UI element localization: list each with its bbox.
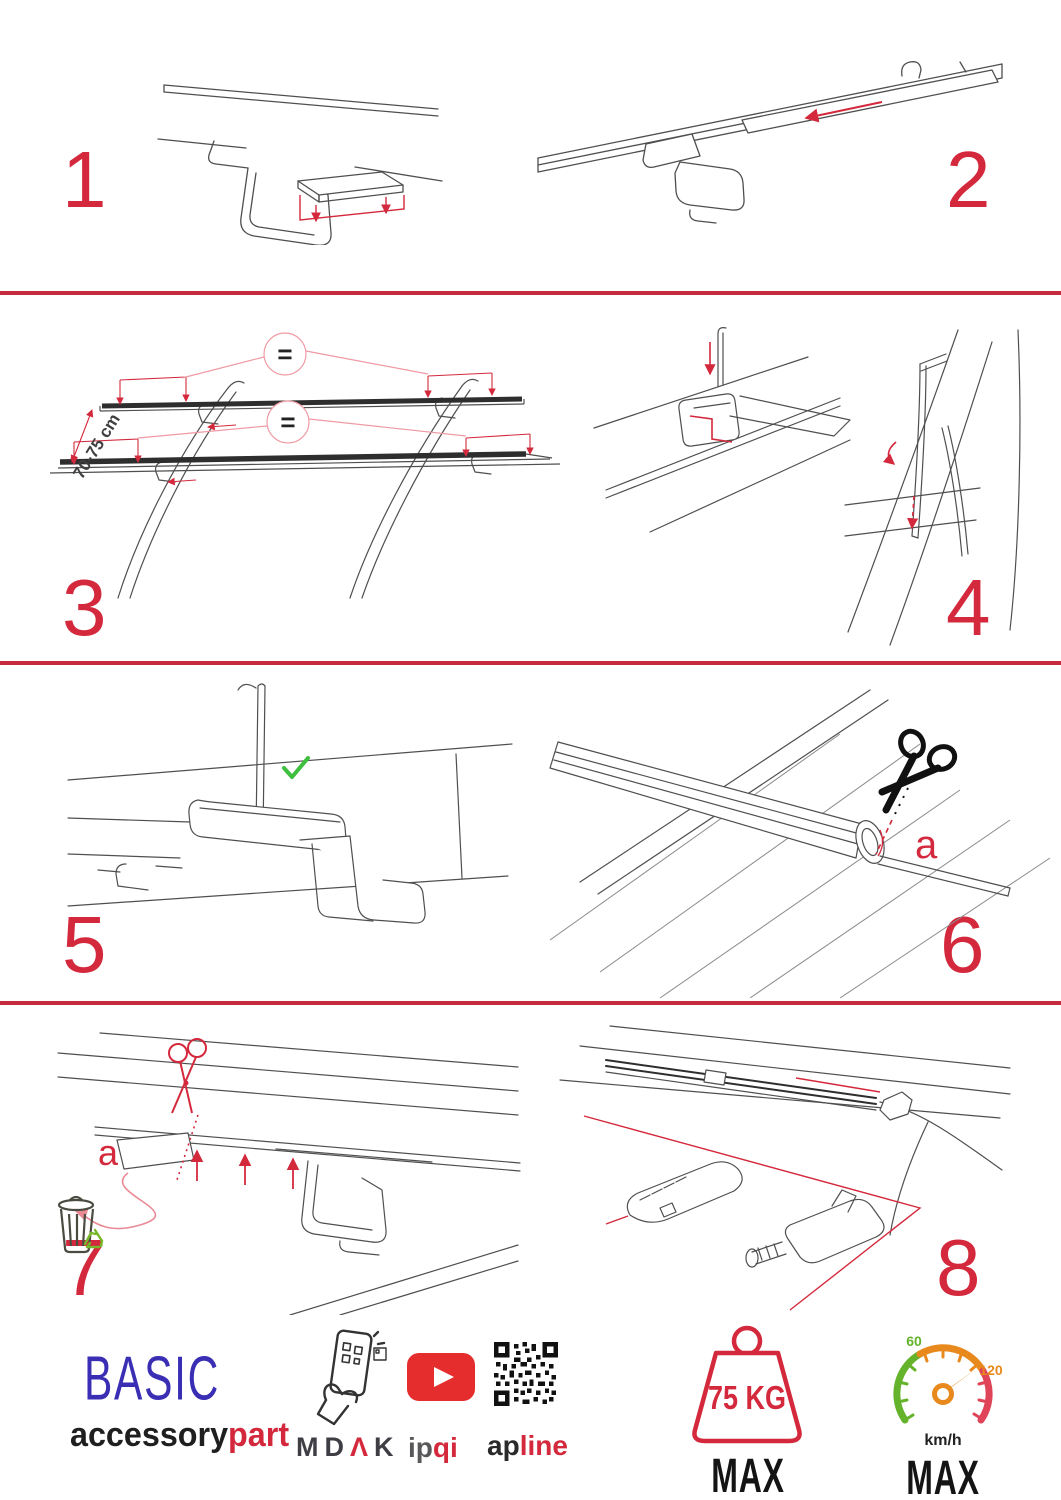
step-7-figure xyxy=(40,1015,530,1315)
step-6-figure xyxy=(540,672,1060,998)
separator-1 xyxy=(0,291,1061,295)
weight-icon xyxy=(672,1322,822,1448)
scissors-outline-icon xyxy=(169,1039,206,1113)
apline-red: line xyxy=(519,1430,568,1461)
weight-max-label: MAX xyxy=(711,1450,785,1500)
part-text: part xyxy=(228,1416,290,1454)
phone-scan-icon xyxy=(308,1326,398,1428)
check-icon xyxy=(284,758,308,777)
speed-60-label: 60 xyxy=(906,1333,922,1349)
apline-pre: ap xyxy=(487,1430,520,1461)
equal-sign-1: = xyxy=(277,339,293,369)
step-4-number: 4 xyxy=(946,563,991,652)
kmh-label: km/h xyxy=(924,1432,962,1449)
ipqi-red: qi xyxy=(432,1432,458,1463)
separator-2 xyxy=(0,661,1061,665)
logo-mdak xyxy=(296,1432,400,1463)
distance-label: 70-75 cm xyxy=(69,410,124,483)
speedometer-icon xyxy=(878,1328,1008,1432)
step-3-figure xyxy=(30,310,580,600)
allen-key xyxy=(912,354,947,538)
leader-lines xyxy=(138,333,466,443)
separator-3 xyxy=(0,1001,1061,1005)
youtube-icon xyxy=(406,1352,476,1402)
recycle-icon xyxy=(85,1230,102,1247)
step-2-number: 2 xyxy=(946,135,991,224)
step-1-number: 1 xyxy=(62,135,107,224)
step-2-figure xyxy=(530,20,1010,230)
scissors-icon xyxy=(882,728,958,810)
step-3-number: 3 xyxy=(62,563,107,652)
accessory-text: accessory xyxy=(70,1416,229,1454)
equal-sign-2: = xyxy=(280,407,296,437)
step-5-number: 5 xyxy=(62,900,107,989)
locking-pin xyxy=(718,328,726,386)
step-8-figure xyxy=(540,1010,1030,1315)
step-8-number: 8 xyxy=(936,1223,981,1312)
ipqi-pre: ip xyxy=(408,1432,433,1463)
mdak-red: Λ xyxy=(350,1432,375,1462)
cut-and-arrows xyxy=(176,1115,293,1189)
step-1-figure xyxy=(150,55,450,245)
brand-logo-accessorypart xyxy=(70,1416,289,1455)
step-4-figure xyxy=(590,300,1030,650)
speed-max-label: MAX xyxy=(906,1452,980,1500)
mdak-pre: MD xyxy=(296,1432,350,1462)
mdak-post: K xyxy=(374,1432,400,1462)
insert-guide-lines xyxy=(300,195,404,221)
logo-ipqi xyxy=(408,1432,458,1464)
qr-code-icon xyxy=(494,1342,558,1406)
callout-lines xyxy=(584,1078,920,1310)
logo-apline xyxy=(487,1430,568,1462)
trash-icon xyxy=(59,1197,93,1252)
weight-value: 75 KG xyxy=(708,1379,786,1416)
a-label: a xyxy=(98,1132,119,1173)
speed-120-label: 120 xyxy=(979,1362,1003,1378)
a-label: a xyxy=(915,823,938,867)
step-7-number: 7 xyxy=(62,1223,107,1312)
brand-logo-basic: BASIC xyxy=(84,1343,221,1414)
step-6-number: 6 xyxy=(940,900,985,989)
step-5-figure xyxy=(60,668,520,998)
